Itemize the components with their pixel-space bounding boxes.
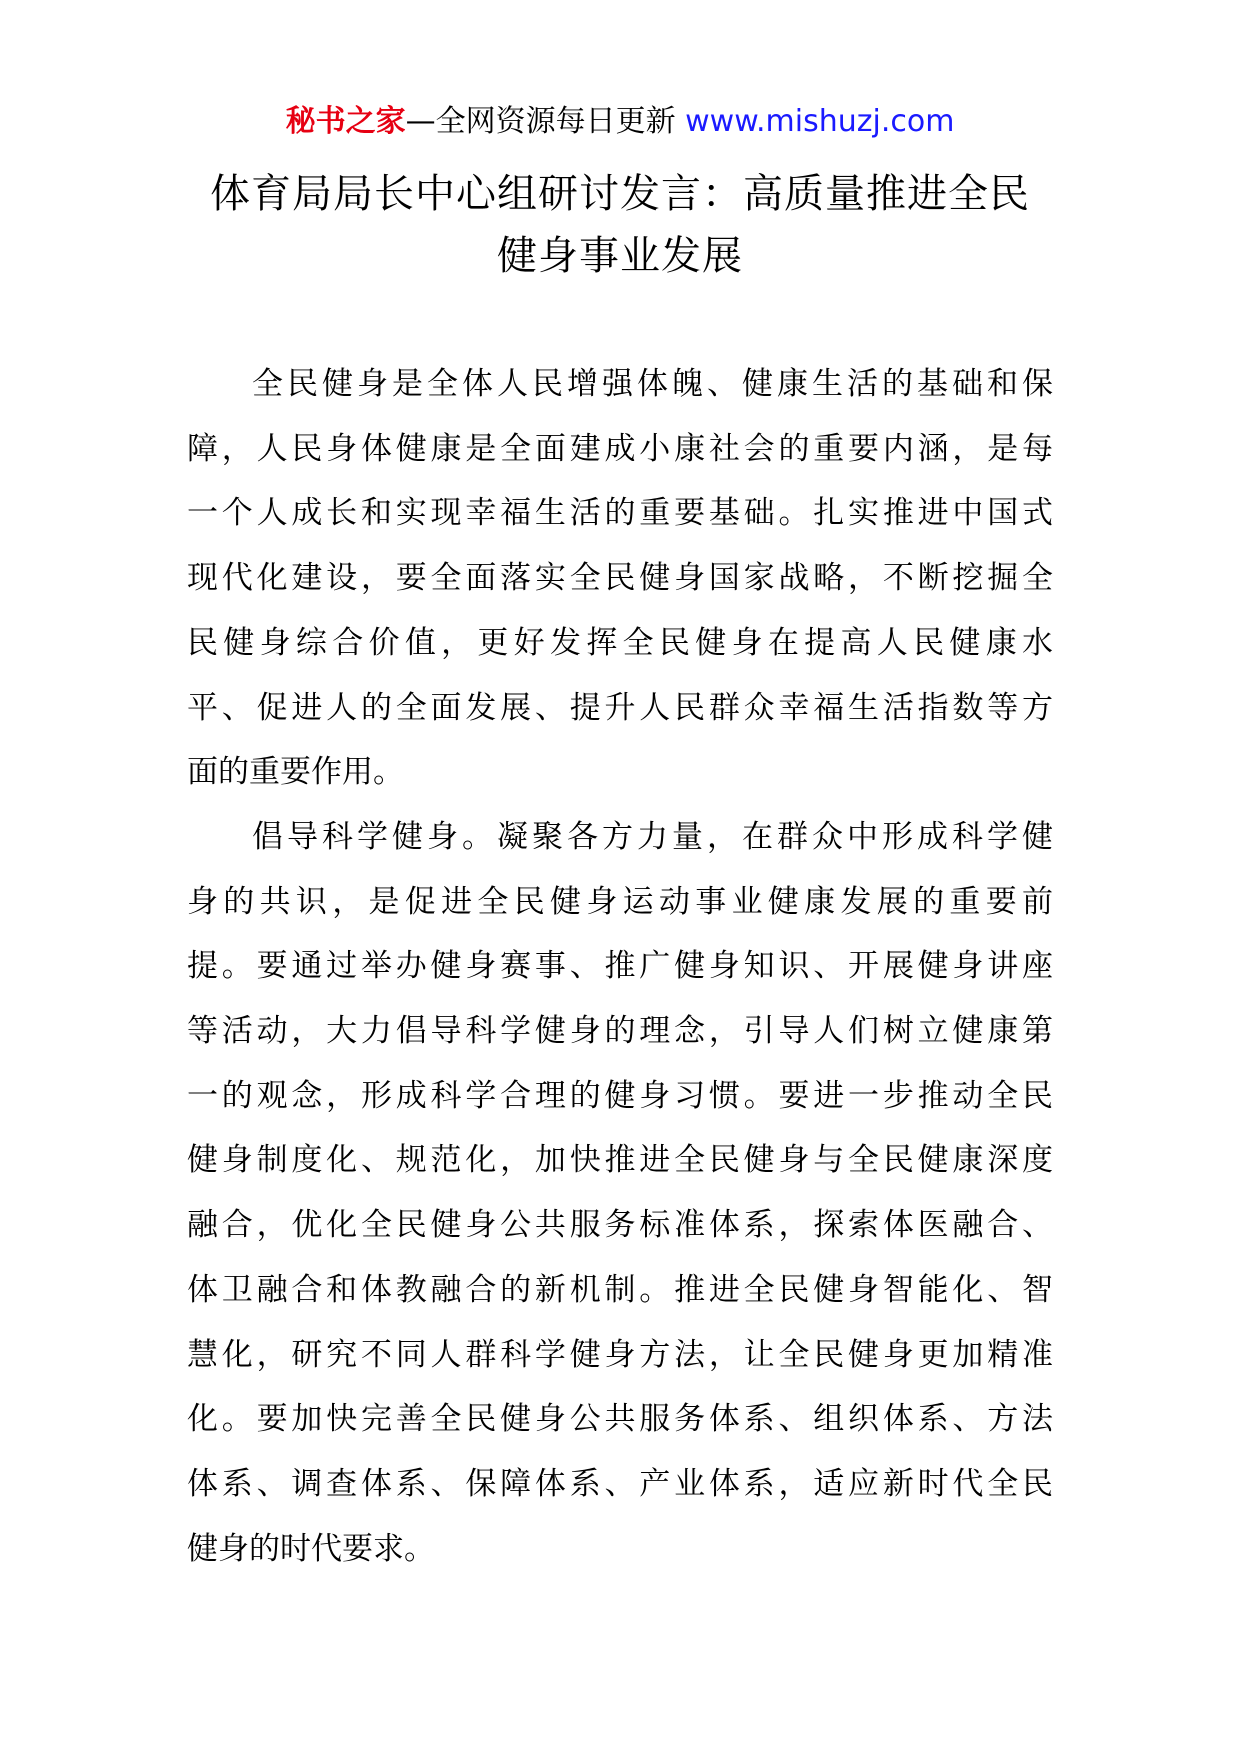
text-line: 一的观念，形成科学合理的健身习惯。要进一步推动全民	[187, 1077, 1053, 1114]
text-line: 平、促进人的全面发展、提升人民群众幸福生活指数等方	[187, 689, 1053, 726]
text-line: 化。要加快完善全民健身公共服务体系、组织体系、方法	[187, 1401, 1053, 1438]
text-line: 体系、调查体系、保障体系、产业体系，适应新时代全民	[187, 1465, 1053, 1502]
document-body	[187, 352, 1053, 1581]
text-line: 一个人成长和实现幸福生活的重要基础。扎实推进中国式	[187, 495, 1053, 532]
document-title	[160, 163, 1080, 287]
text-line: 身的共识，是促进全民健身运动事业健康发展的重要前	[187, 883, 1053, 920]
header-slogan: —全网资源每日更新	[405, 104, 686, 139]
paragraph	[187, 352, 1053, 805]
text-line: 融合，优化全民健身公共服务标准体系，探索体医融合、	[187, 1207, 1053, 1244]
text-line: 慧化，研究不同人群科学健身方法，让全民健身更加精准	[187, 1336, 1053, 1373]
text-line: 全民健身是全体人民增强体魄、健康生活的基础和保	[252, 366, 1053, 402]
text-line: 等活动，大力倡导科学健身的理念，引导人们树立健康第	[187, 1013, 1053, 1050]
text-line: 面的重要作用。	[187, 754, 404, 791]
text-line: 健身制度化、规范化，加快推进全民健身与全民健康深度	[187, 1142, 1053, 1179]
paragraph	[187, 805, 1053, 1581]
brand-name: 秘书之家	[285, 104, 406, 139]
title-line: 体育局局长中心组研讨发言：高质量推进全民	[210, 171, 1030, 217]
text-line: 现代化建设，要全面落实全民健身国家战略，不断挖掘全	[187, 560, 1053, 597]
text-line: 倡导科学健身。凝聚各方力量，在群众中形成科学健	[252, 818, 1053, 855]
text-line: 体卫融合和体教融合的新机制。推进全民健身智能化、智	[187, 1271, 1053, 1308]
site-header	[0, 100, 1240, 144]
title-line: 健身事业发展	[497, 233, 743, 279]
text-line: 民健身综合价值，更好发挥全民健身在提高人民健康水	[187, 624, 1053, 661]
text-line: 健身的时代要求。	[187, 1530, 435, 1567]
site-url-link[interactable]: www.mishuzj.com	[685, 104, 955, 139]
text-line: 提。要通过举办健身赛事、推广健身知识、开展健身讲座	[187, 948, 1053, 985]
text-line: 障，人民身体健康是全面建成小康社会的重要内涵，是每	[187, 430, 1053, 467]
